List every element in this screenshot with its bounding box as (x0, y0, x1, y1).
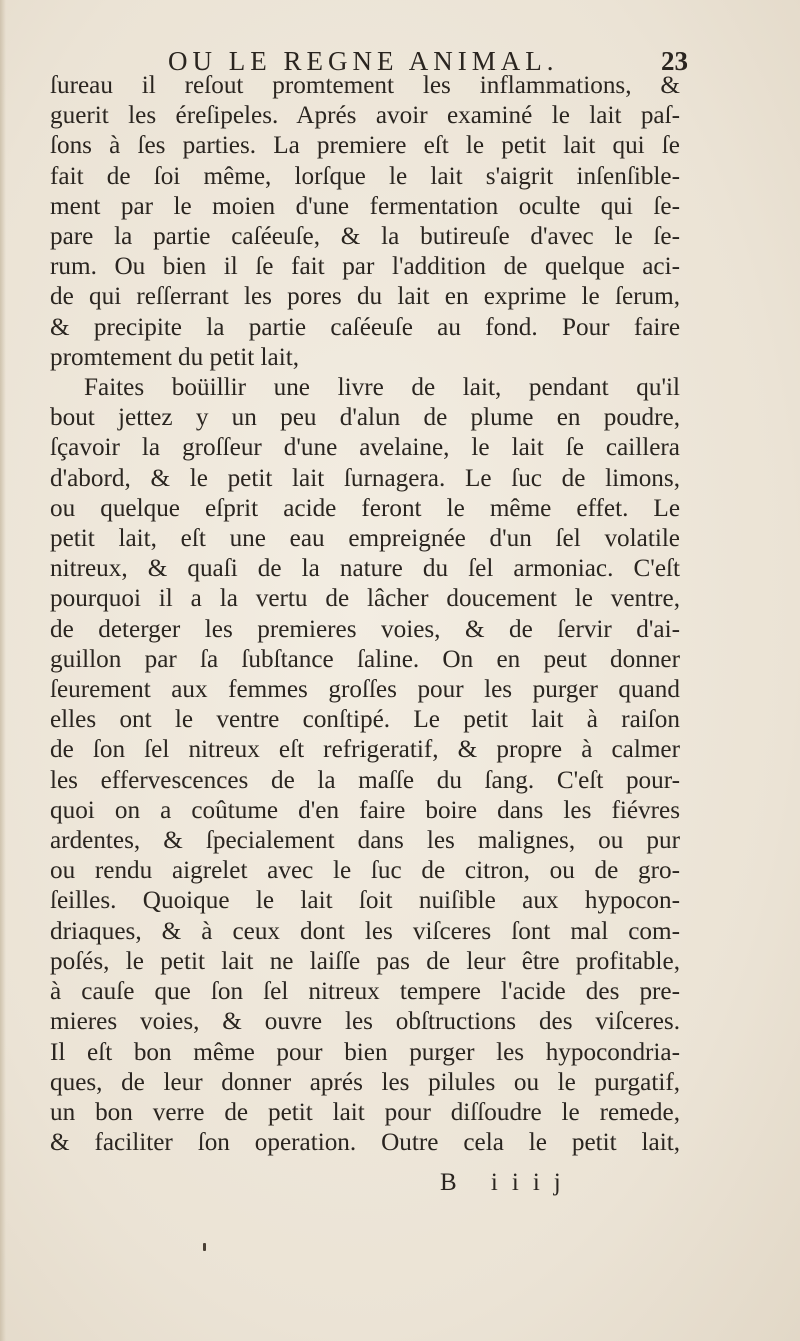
text-line: pourquoi il a la vertu de lâcher doucement le ventre, (50, 585, 680, 613)
text-line: elles ont le ventre conſtipé. Le petit lait à raiſon (50, 706, 680, 734)
text-line: promtement du petit lait, (50, 343, 300, 371)
text-line: guillon par ſa ſubſtance ſaline. On en peut donner (50, 645, 680, 673)
text-line: ment par le moien d'une fermentation oculte qui ſe- (50, 192, 680, 220)
text-line: pare la partie caſéeuſe, & la butireuſe d'avec le ſe- (50, 223, 680, 251)
text-line: driaques, & à ceux dont les viſceres ſont mal com- (50, 917, 680, 945)
text-line: d'abord, & le petit lait ſurnagera. Le ſuc de limons, (50, 464, 680, 492)
text-line: un bon verre de petit lait pour diſſoudre le remede, (50, 1098, 680, 1126)
text-line: Faites boüillir une livre de lait, pendant qu'il (84, 374, 680, 402)
text-line: poſés, le petit lait ne laiſſe pas de leur être profitable, (50, 947, 680, 975)
text-line: petit lait, eſt une eau empreignée d'un ſel volatile (50, 525, 680, 553)
text-line: ou quelque eſprit acide feront le même effet. Le (50, 494, 680, 522)
text-line: à cauſe que ſon ſel nitreux tempere l'acide des pre- (50, 978, 680, 1006)
text-line: ques, de leur donner aprés les pilules ou le purgatif, (50, 1068, 680, 1096)
page-number: 23 (661, 46, 688, 76)
text-line: ardentes, & ſpecialement dans les malignes, ou pur (50, 827, 680, 855)
text-line: ſeurement aux femmes groſſes pour les purger quand (50, 676, 680, 704)
text-line: ſeilles. Quoique le lait ſoit nuiſible aux hypocon- (50, 887, 680, 915)
text-line: & precipite la partie caſéeuſe au fond. Pour faire (50, 313, 680, 341)
running-title: OU LE REGNE ANIMAL. (168, 46, 559, 76)
text-line: quoi on a coûtume d'en faire boire dans les fiévres (50, 796, 680, 824)
signature-mark: B iiij (440, 1169, 575, 1196)
text-line: guerit les éreſipeles. Aprés avoir examiné le lait paſ- (50, 102, 680, 130)
text-line: de ſon ſel nitreux eſt refrigeratif, & propre à calmer (50, 736, 680, 764)
text-line: ſçavoir la groſſeur d'une avelaine, le lait ſe caillera (50, 434, 680, 462)
text-line: bout jettez y un peu d'alun de plume en poudre, (50, 404, 680, 432)
text-line: de deterger les premieres voies, & de ſervir d'ai- (50, 615, 680, 643)
text-line: ou rendu aigrelet avec le ſuc de citron, ou de gro- (50, 857, 680, 885)
text-line: de qui reſſerrant les pores du lait en exprime le ſerum, (50, 283, 680, 311)
text-line: & faciliter ſon operation. Outre cela le petit lait, (50, 1129, 680, 1157)
text-line: ſureau il reſout promtement les inflammations, & (50, 72, 680, 99)
text-line: ſons à ſes parties. La premiere eſt le petit lait qui ſe (50, 132, 680, 160)
text-line: Il eſt bon même pour bien purger les hypocondria- (50, 1038, 680, 1066)
body-text (50, 71, 680, 1158)
text-line: rum. Ou bien il ſe fait par l'addition de quelque aci- (50, 253, 680, 281)
text-line: les effervescences de la maſſe du ſang. C'eſt pour- (50, 766, 680, 794)
ink-speck (203, 1243, 206, 1251)
text-line: mieres voies, & ouvre les obſtructions des viſceres. (50, 1008, 680, 1036)
text-line: nitreux, & quaſi de la nature du ſel armoniac. C'eſt (50, 555, 680, 583)
text-line: fait de ſoi même, lorſque le lait s'aigrit inſenſible- (50, 162, 680, 190)
